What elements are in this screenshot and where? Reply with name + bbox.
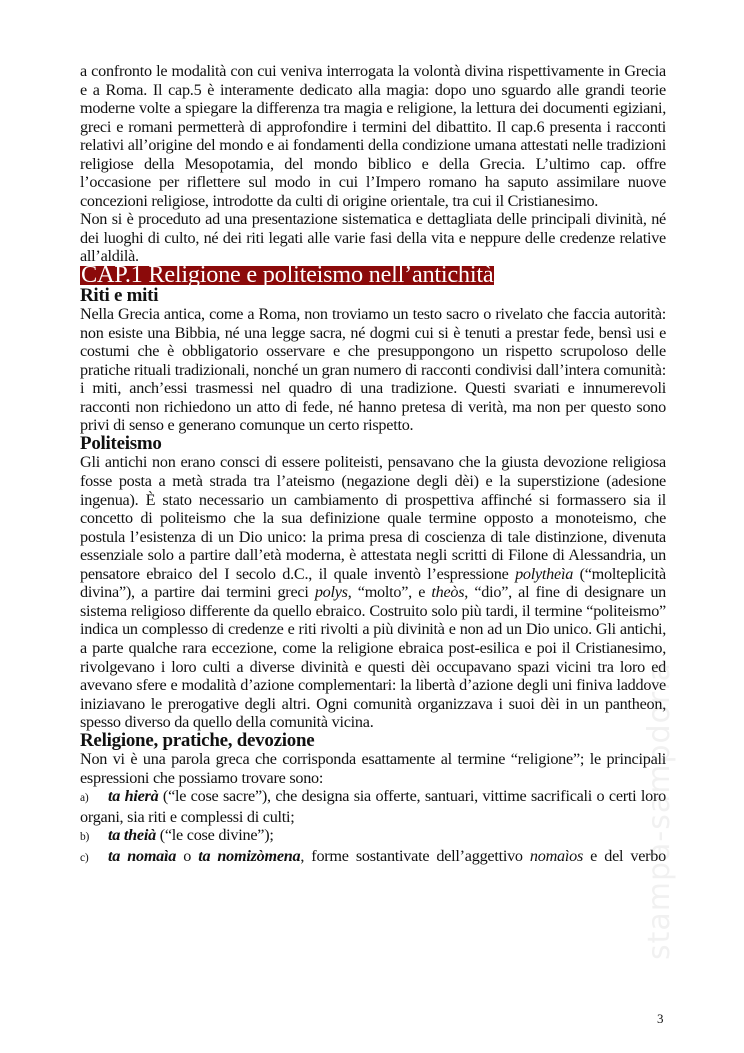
chapter-heading-row [80,261,666,289]
section-body-politeismo [80,453,666,731]
section-heading-religione-pratiche-devozione: Religione, pratiche, devozione [80,729,315,751]
term-theos: theòs [431,583,465,602]
term-polys: polys [314,583,348,602]
term-ta-nomizomena: ta nomizòmena [198,846,301,865]
term-polytheia: polytheìa [515,564,574,583]
list-item-c [80,847,666,868]
list-item-text: (“le cose divine”); [155,826,274,845]
section-heading-riti-e-miti: Riti e miti [80,284,159,306]
term-nomaios: nomaìos [529,846,584,865]
text-run: (“molteplicità divina”), a partire dai termini greci [80,564,666,602]
section-body-religione: Non vi è una parola greca che corrisponda esattamente al termine “religione”; le principali espressioni che possiamo trovare sono: [80,750,666,787]
text-run: , “molto”, e [347,583,432,602]
term-ta-nomaia: ta nomaìa [108,846,177,865]
text-run: Gli antichi non erano consci di essere politeisti, pensavano che la giusta devozione religiosa fosse posta a metà strada tra l’ateismo (negazione degli dèi) e la superstizione (adesione ingenua). È stato necessario un cambiamento di prospettiva affinché si formassero sia il concetto di politeismo che la sua definizione quale termine opposto a monoteismo, che postula l’esistenza di un Dio unico: la prima presa di coscienza di tale distinzione, divenuta essenziale solo a partire dall’età moderna, è attestata negli scritti di Filone di Alessandria, un pensatore ebraico del I secolo d.C., il quale inventò l’espressione [80,453,666,583]
term-ta-hiera: ta hierà [108,787,159,806]
list-marker: b) [80,831,90,844]
list-item-connector: o [176,846,199,865]
list-item-text: e del verbo [583,846,666,865]
intro-paragraph-2: Non si è proceduto ad una presentazione sistematica e dettagliata delle principali divinità, né dei luoghi di culto, né dei riti legati alle varie fasi della vita e neppure delle credenze relative all’aldilà. [80,210,666,266]
intro-paragraph-1: a confronto le modalità con cui veniva interrogata la volontà divina rispettivamente in Grecia e a Roma. Il cap.5 è interamente dedicato alla magia: dopo uno sguardo alle grandi teorie moderne volte a spiegare la differenza tra magia e religione, la lettura dei documenti egiziani, greci e romani permetterà di approfondire i termini del dibattito. Il cap.6 presenta i racconti relativi all’origine del mondo e ai fondamenti della condizione umana attestati nelle tradizioni religiose della Mesopotamia, del mondo biblico e della Grecia. L’ultimo cap. offre l’occasione per riflettere sul modo in cui l’Impero romano ha saputo assimilare nuove concezioni religiose, introdotte da culti di origine orientale, tra cui il Cristianesimo. [80,62,666,210]
list-marker: a) [80,792,89,805]
list-item-b [80,826,666,847]
section-heading-politeismo: Politeismo [80,432,162,454]
document-page [80,62,666,868]
section-body-riti-e-miti: Nella Grecia antica, come a Roma, non troviamo un testo sacro o rivelato che faccia autorità: non esiste una Bibbia, né una legge sacra, né dogmi cui si è tenuti a prestar fede, bensì usi e costumi che è obbligatorio osservare e che presuppongono un rispetto scrupoloso delle pratiche rituali tradizionali, nonché un gran numero di racconti condivisi dall’intera comunità: i miti, anch’essi trasmessi nel quadro di una tradizione. Questi svariati e innumerevoli racconti non richiedono un atto di fede, né hanno pretesa di verità, ma non per questo sono privi di senso e generano comunque un certo rispetto. [80,305,666,435]
text-run: , “dio”, al fine di designare un sistema religioso differente da quello ebraico. Costruito solo più tardi, il termine “politeismo” indica un complesso di credenze e riti rivolti a più divinità e non ad un Dio unico. Gli antichi, a parte qualche rara eccezione, come la religione ebraica post-esilica e poi il Cristianesimo, rivolgevano i loro culti a diverse divinità e questi dèi occupavano spazi vicini tra loro ed avevano sfere e modalità d’azione complementari: la libertà d’azione degli uni finiva laddove iniziavano le prerogative degli altri. Ogni comunità organizzava i suoi dèi in un pantheon, spesso diverso da quello della comunità vicina. [80,583,667,732]
chapter-title: CAP.1 Religione e politeismo nell’antichità [81,261,494,289]
watermark: stampa-sampdoria [642,662,677,960]
list-marker: c) [80,851,89,864]
list-item-text: (“le cose sacre”), che designa sia offerte, santuari, vittime sacrificali o certi loro organi, sia riti e complessi di culti; [80,787,666,826]
page-number: 3 [657,1011,664,1026]
list-item-text: , forme sostantivate dell’aggettivo [300,846,530,865]
list-item-a [80,787,666,826]
term-ta-theia: ta theià [108,826,156,845]
